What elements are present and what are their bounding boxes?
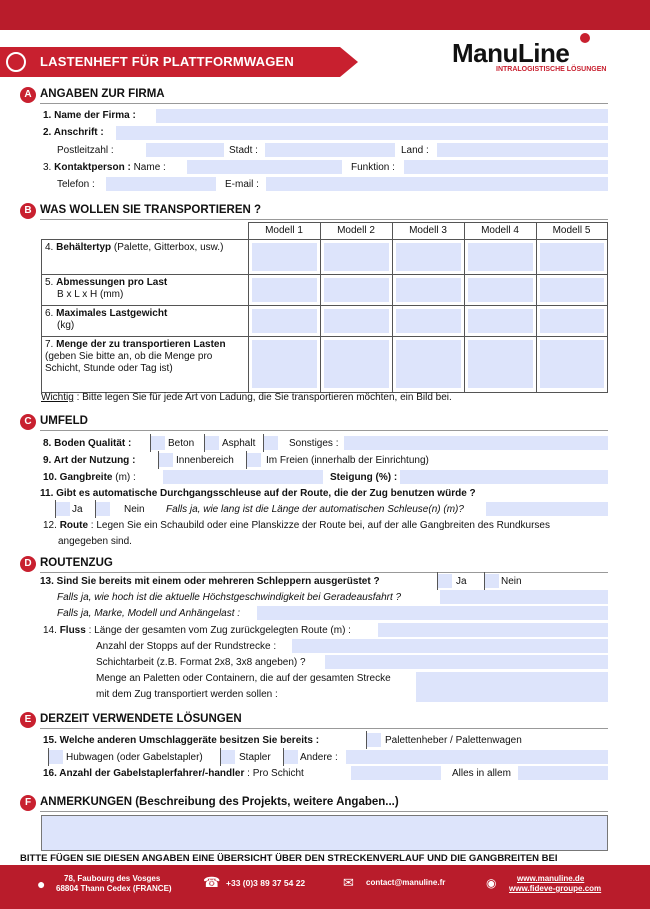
- shift-field[interactable]: [325, 655, 608, 669]
- dimensions-cell[interactable]: [396, 278, 461, 302]
- remarks-field[interactable]: [41, 815, 608, 851]
- speed-label: Falls ja, wie hoch ist die aktuelle Höchstgeschwindigkeit bei Geradeausfahrt ?: [57, 592, 402, 603]
- address-line-1: 78, Faubourg des Vosges: [64, 874, 161, 883]
- asphalt-checkbox[interactable]: [205, 436, 219, 450]
- company-name-label: 1. Name der Firma :: [43, 110, 136, 121]
- quantity-cell[interactable]: [540, 340, 604, 388]
- section-a-badge: A: [20, 87, 36, 103]
- section-e-title: DERZEIT VERWENDETE LÖSUNGEN: [40, 713, 242, 725]
- logo-tagline: INTRALOGISTISCHE LÖSUNGEN: [496, 66, 607, 73]
- outdoor-checkbox[interactable]: [247, 453, 261, 467]
- stops-field[interactable]: [292, 639, 608, 653]
- slope-field[interactable]: [400, 470, 608, 484]
- stops-label: Anzahl der Stopps auf der Rundstrecke :: [96, 641, 277, 652]
- manuline-logo: ManuLine: [452, 38, 570, 68]
- beton-checkbox[interactable]: [151, 436, 165, 450]
- dimensions-cell[interactable]: [468, 278, 533, 302]
- brand-label: Falls ja, Marke, Modell und Anhängelast :: [57, 608, 241, 619]
- aisle-width-label: 10. Gangbreite (m) :: [43, 472, 136, 483]
- function-field[interactable]: [404, 160, 608, 174]
- airlock-yes-checkbox[interactable]: [56, 502, 70, 516]
- city-label: Stadt :: [229, 145, 258, 156]
- country-field[interactable]: [437, 143, 608, 157]
- max-weight-cell[interactable]: [324, 309, 389, 333]
- tugger-no-checkbox[interactable]: [485, 574, 499, 588]
- section-a-title: ANGABEN ZUR FIRMA: [40, 88, 165, 100]
- section-divider: [40, 811, 608, 812]
- contact-name-field[interactable]: [187, 160, 342, 174]
- postcode-field[interactable]: [146, 143, 224, 157]
- container-type-cell[interactable]: [252, 243, 317, 271]
- indoor-label: Innenbereich: [176, 455, 234, 466]
- trolley-icon: [6, 52, 26, 72]
- section-c-badge: C: [20, 414, 36, 430]
- brand-field[interactable]: [257, 606, 608, 620]
- section-d-badge: D: [20, 556, 36, 572]
- indoor-checkbox[interactable]: [159, 453, 173, 467]
- section-divider: [40, 572, 608, 573]
- max-weight-label: 6. Maximales Lastgewicht (kg): [42, 306, 249, 337]
- footer-phone: +33 (0)3 89 37 54 22: [226, 878, 306, 888]
- airlock-yes-label: Ja: [72, 504, 83, 515]
- section-c-title: UMFELD: [40, 415, 88, 427]
- other-floor-label: Sonstiges :: [289, 438, 339, 449]
- contact-label: 3. Kontaktperson : Name :: [43, 162, 166, 173]
- route-note-line2: angegeben sind.: [58, 536, 132, 547]
- tugger-no-label: Nein: [501, 576, 522, 587]
- top-bar: [0, 0, 650, 30]
- max-weight-cell[interactable]: [396, 309, 461, 333]
- route-note: 12. Route : Legen Sie ein Schaubild oder eine Planskizze der Route bei, auf der alle Gangbreiten des Rundkurses: [43, 520, 550, 531]
- max-weight-cell[interactable]: [252, 309, 317, 333]
- model-header: Modell 1: [248, 223, 320, 240]
- airlock-length-label: Falls ja, wie lang ist die Länge der automatischen Schleuse(n) (m)?: [166, 504, 464, 515]
- section-f-badge: F: [20, 795, 36, 811]
- airlock-no-label: Nein: [124, 504, 145, 515]
- model-header: Modell 2: [320, 223, 392, 240]
- other-equipment-label: Andere :: [300, 752, 338, 763]
- max-weight-cell[interactable]: [468, 309, 533, 333]
- quantity-cell[interactable]: [468, 340, 533, 388]
- section-b-title: WAS WOLLEN SIE TRANSPORTIEREN ?: [40, 204, 262, 216]
- quantity-cell[interactable]: [396, 340, 461, 388]
- function-label: Funktion :: [351, 162, 395, 173]
- quantity-cell[interactable]: [324, 340, 389, 388]
- route-length-field[interactable]: [378, 623, 608, 637]
- dimensions-cell[interactable]: [252, 278, 317, 302]
- pallet-qty-field[interactable]: [416, 672, 608, 702]
- flow-label: 14. Fluss : Länge der gesamten vom Zug zurückgelegten Route (m) :: [43, 625, 351, 636]
- max-weight-cell[interactable]: [540, 309, 604, 333]
- pallet-qty-label: Menge an Paletten oder Containern, die auf der gesamten Strecke: [96, 673, 391, 684]
- email-field[interactable]: [266, 177, 608, 191]
- section-divider: [40, 219, 608, 220]
- floor-quality-label: 8. Boden Qualität :: [43, 438, 132, 449]
- forklift-checkbox[interactable]: [49, 750, 63, 764]
- location-pin-icon: ●: [37, 876, 46, 892]
- container-type-cell[interactable]: [396, 243, 461, 271]
- per-shift-field[interactable]: [351, 766, 441, 780]
- postcode-label: Postleitzahl :: [57, 145, 114, 156]
- speed-field[interactable]: [440, 590, 608, 604]
- transport-note: Wichtig : Bitte legen Sie für jede Art von Ladung, die Sie transportieren möchten, ein Bild bei.: [41, 392, 452, 403]
- pallet-truck-label: Palettenheber / Palettenwagen: [385, 735, 522, 746]
- email-label: E-mail :: [225, 179, 259, 190]
- section-d-title: ROUTENZUG: [40, 557, 113, 569]
- pallet-truck-checkbox[interactable]: [367, 733, 381, 747]
- outdoor-label: Im Freien (innerhalb der Einrichtung): [266, 455, 429, 466]
- dimensions-cell[interactable]: [324, 278, 389, 302]
- usage-type-label: 9. Art der Nutzung :: [43, 455, 136, 466]
- model-header: Modell 5: [536, 223, 607, 240]
- container-type-cell[interactable]: [468, 243, 533, 271]
- logo-dot-icon: [580, 33, 590, 43]
- phone-label: Telefon :: [57, 179, 95, 190]
- address-field[interactable]: [116, 126, 608, 140]
- container-type-label: 4. Behältertyp (Palette, Gitterbox, usw.): [42, 240, 249, 275]
- website-link-2[interactable]: www.fideve-groupe.com: [509, 884, 602, 893]
- phone-icon: ☎: [203, 874, 221, 890]
- dimensions-label: 5. Abmessungen pro Last B x L x H (mm): [42, 275, 249, 306]
- airlock-no-checkbox[interactable]: [96, 502, 110, 516]
- address-line-2: 68804 Thann Cedex (FRANCE): [56, 884, 172, 893]
- section-e-badge: E: [20, 712, 36, 728]
- aisle-width-field[interactable]: [163, 470, 323, 484]
- company-name-field[interactable]: [156, 109, 608, 123]
- phone-field[interactable]: [106, 177, 216, 191]
- model-header: Modell 3: [392, 223, 464, 240]
- asphalt-label: Asphalt: [222, 438, 256, 449]
- section-divider: [40, 103, 608, 104]
- shift-label: Schichtarbeit (z.B. Format 2x8, 3x8 angeben) ?: [96, 657, 306, 668]
- slope-label: Steigung (%) :: [330, 472, 398, 483]
- model-header: Modell 4: [464, 223, 536, 240]
- airlock-question: 11. Gibt es automatische Durchgangsschleuse auf der Route, die der Zug benutzen würde ?: [40, 488, 476, 499]
- footer-instruction: BITTE FÜGEN SIE DIESEN ANGABEN EINE ÜBERSICHT ÜBER DEN STRECKENVERLAUF UND DIE GANGBREITEN BEI: [20, 853, 558, 864]
- beton-label: Beton: [168, 438, 195, 449]
- total-field[interactable]: [518, 766, 608, 780]
- stacker-label: Stapler: [239, 752, 271, 763]
- dimensions-cell[interactable]: [540, 278, 604, 302]
- container-type-cell[interactable]: [324, 243, 389, 271]
- quantity-cell[interactable]: [252, 340, 317, 388]
- website-link-1[interactable]: www.manuline.de: [517, 874, 585, 883]
- footer-email[interactable]: contact@manuline.fr: [366, 878, 446, 887]
- tugger-yes-checkbox[interactable]: [438, 574, 452, 588]
- country-label: Land :: [401, 145, 429, 156]
- city-field[interactable]: [265, 143, 395, 157]
- equipment-question: 15. Welche anderen Umschlaggeräte besitzen Sie bereits :: [43, 735, 320, 746]
- forklift-label: Hubwagen (oder Gabelstapler): [66, 752, 203, 763]
- section-divider: [40, 430, 608, 431]
- document-title: LASTENHEFT FÜR PLATTFORMWAGEN: [40, 54, 294, 69]
- tugger-yes-label: Ja: [456, 576, 467, 587]
- tugger-question: 13. Sind Sie bereits mit einem oder mehreren Schleppern ausgerüstet ?: [40, 576, 380, 587]
- address-label: 2. Anschrift :: [43, 127, 104, 138]
- other-equipment-field[interactable]: [346, 750, 608, 764]
- envelope-icon: ✉: [343, 875, 354, 890]
- other-floor-checkbox[interactable]: [264, 436, 278, 450]
- section-divider: [40, 728, 608, 729]
- container-type-cell[interactable]: [540, 243, 604, 271]
- driver-count-label: 16. Anzahl der Gabelstaplerfahrer/-handler : Pro Schicht: [43, 768, 304, 779]
- transport-table: [41, 222, 608, 393]
- pallet-qty-label-2: mit dem Zug transportiert werden sollen :: [96, 689, 278, 700]
- stacker-checkbox[interactable]: [221, 750, 235, 764]
- total-label: Alles in allem: [452, 768, 511, 779]
- quantity-label: 7. Menge der zu transportieren Lasten (geben Sie bitte an, ob die Menge pro Schicht, Stunde oder Tag ist): [42, 337, 249, 393]
- mouse-icon: ◉: [486, 876, 497, 890]
- section-f-title: ANMERKUNGEN (Beschreibung des Projekts, weitere Angaben...): [40, 796, 399, 808]
- other-equipment-checkbox[interactable]: [284, 750, 298, 764]
- other-floor-field[interactable]: [344, 436, 608, 450]
- section-b-badge: B: [20, 203, 36, 219]
- airlock-length-field[interactable]: [486, 502, 608, 516]
